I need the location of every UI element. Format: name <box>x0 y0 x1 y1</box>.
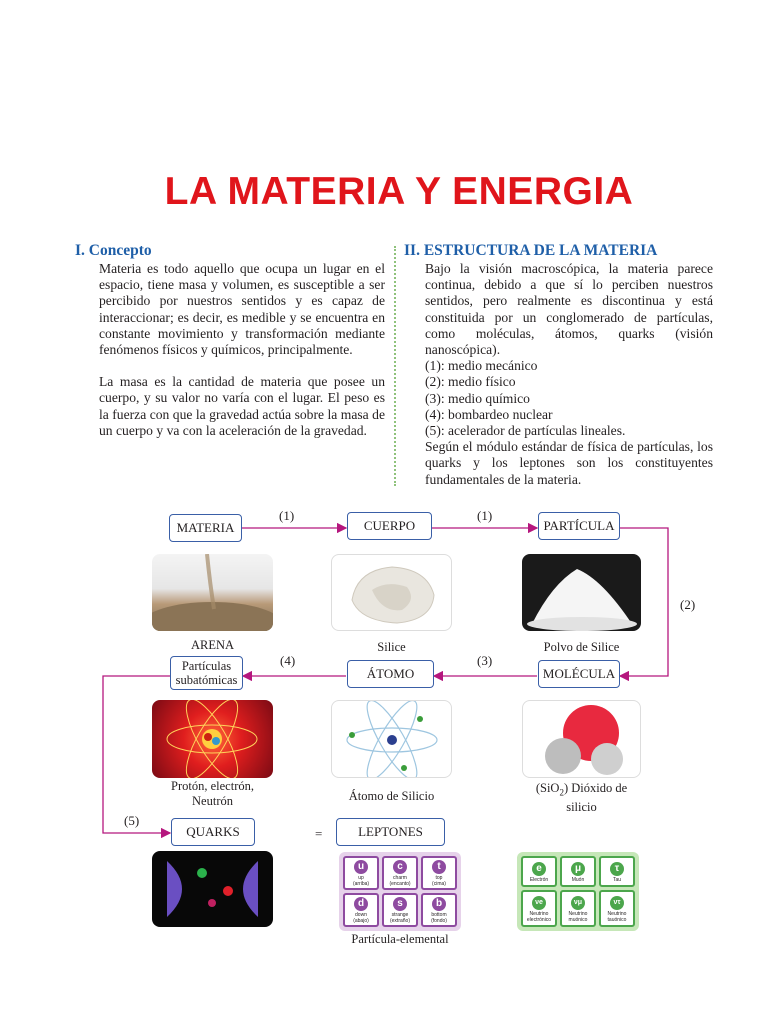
lepton-cell: νe Neutrino electrónico <box>521 890 557 927</box>
quarks-table <box>339 852 461 931</box>
quarks-image <box>152 851 273 927</box>
lepton-cell: τ Tau <box>599 856 635 887</box>
concepto-paragraph-2: La masa es la cantidad de materia que posee un cuerpo, y su valor no varía con el lugar. El peso es la fuerza con que la gravedad actúa sobre la masa de un cuerpo y va con la aceleración de la gravedad. <box>99 374 385 438</box>
cuerpo-box: CUERPO <box>347 512 432 540</box>
atomo-silicio-image <box>331 700 452 778</box>
dioxido-label: (SiO$_2$) Dióxido de silicio <box>535 781 628 814</box>
concepto-paragraph-1: Materia es todo aquello que ocupa un lugar en el espacio, tiene masa y volumen, es susceptible a ser percibido por nuestros sentidos y es capaz de interaccionar; es decir, es medible y se encuentra en constante movimiento y transformación mediante fenómenos físicos y químicos, principalmente. <box>99 261 385 358</box>
subatomicas-box: Partículas subatómicas <box>170 656 243 690</box>
list-item: (1): medio mecánico <box>425 358 538 374</box>
list-item: (5): acelerador de partículas lineales. <box>425 423 626 439</box>
list-item: (2): medio físico <box>425 374 516 390</box>
polvo-silice-label: Polvo de Silice <box>543 640 620 654</box>
polvo-silice-image <box>522 554 641 631</box>
arrow-label-3: (3) <box>477 653 493 668</box>
elemental-label: Partícula-elemental <box>351 932 449 946</box>
quark-cell: s strange (extraño) <box>382 893 418 927</box>
equals-sign: = <box>315 826 323 841</box>
lepton-cell: νμ Neutrino muónico <box>560 890 596 927</box>
dioxido-image <box>522 700 641 778</box>
silice-label: Silice <box>377 640 406 654</box>
page-title: LA MATERIA Y ENERGIA <box>164 170 634 213</box>
lepton-cell: μ Muón <box>560 856 596 887</box>
molecula-box: MOLÉCULA <box>538 660 620 688</box>
list-item: (3): medio químico <box>425 390 530 406</box>
quark-cell: b bottom (fondo) <box>421 893 457 927</box>
atomo-silicio-label: Átomo de Silicio <box>348 789 435 803</box>
arena-image <box>152 554 273 631</box>
quark-cell: c charm (encanto) <box>382 856 418 890</box>
arrow-label-2: (2) <box>680 597 696 612</box>
arrow-label-1a: (1) <box>279 508 295 523</box>
arrow-label-5: (5) <box>124 813 140 828</box>
quark-cell: d down (abajo) <box>343 893 379 927</box>
lepton-cell: e Electrón <box>521 856 557 887</box>
estructura-intro: Bajo la visión macroscópica, la materia parece continua, debido a que sí lo perciben nuestros sentidos, pero realmente es discontinua y está constituida por un conglomerado de partículas, como moléculas, átomos, quarks (visión nanoscópica). <box>425 261 713 358</box>
quark-cell: u up (arriba) <box>343 856 379 890</box>
lepton-cell: ντ Neutrino tauónico <box>599 890 635 927</box>
subatomic-image <box>152 700 273 778</box>
estructura-outro: Según el módulo estándar de física de partículas, los quarks y los leptones son los constituyentes fundamentales de la materia. <box>425 439 713 487</box>
list-item: (4): bombardeo nuclear <box>425 406 553 422</box>
leptones-table <box>517 852 639 931</box>
arrow-label-1b: (1) <box>477 508 493 523</box>
quark-cell: t top (cima) <box>421 856 457 890</box>
proton-label: Protón, electrón, Neutrón <box>171 779 254 808</box>
arena-label: ARENA <box>190 638 235 652</box>
silice-image <box>331 554 452 631</box>
arrow-label-4: (4) <box>280 653 296 668</box>
materia-box: MATERIA <box>169 514 242 542</box>
leptones-box: LEPTONES <box>336 818 445 846</box>
concepto-heading: I. Concepto <box>75 242 152 259</box>
estructura-heading: II. ESTRUCTURA DE LA MATERIA <box>404 242 658 259</box>
quarks-box: QUARKS <box>171 818 255 846</box>
atomo-box: ÁTOMO <box>347 660 434 688</box>
particula-box: PARTÍCULA <box>538 512 620 540</box>
